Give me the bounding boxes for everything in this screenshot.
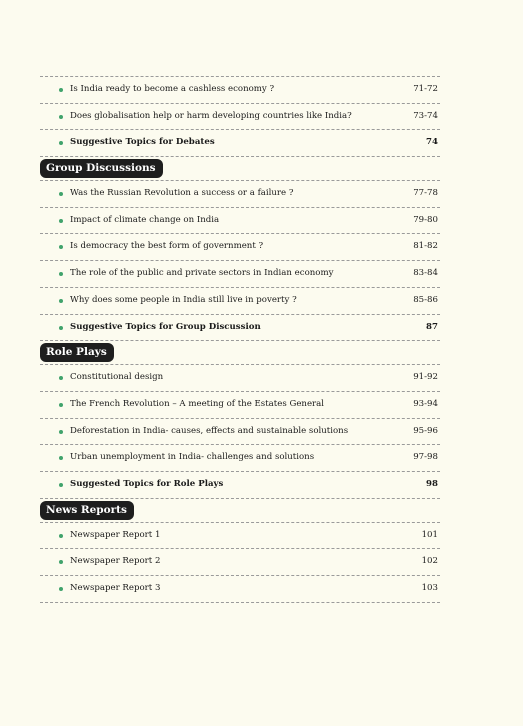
toc-entry [40,208,440,235]
toc-entry-pages: 101 [421,529,438,540]
toc-entry-pages: 103 [421,583,438,593]
toc-entry [40,234,440,261]
section-news-reports [40,499,440,522]
toc-entry [40,315,440,342]
toc-entry [40,261,440,288]
toc-entry-pages: 71-72 [413,84,438,94]
toc-entry [40,364,440,392]
toc-entry [40,549,440,576]
bullet-icon [59,272,63,276]
toc-entry-title: Constitutional design [70,372,164,383]
toc-entry-title: Deforestation in India- causes, effects and sustainable solutions [70,425,349,436]
toc-entry-pages: 102 [421,556,438,567]
toc-entry-title: Was the Russian Revolution a success or a failure ? [70,188,294,199]
section-heading-group-discussions: Group Discussions [40,159,163,178]
bullet-icon [59,430,63,434]
toc-entry [40,130,440,157]
toc-entry-pages: 93-94 [413,398,438,409]
section-role-plays [40,341,440,364]
toc-entry-title: Newspaper Report 1 [70,529,161,540]
section-heading-news-reports: News Reports [40,501,134,520]
toc-entry-pages: 87 [426,321,438,332]
debates-list [40,76,440,157]
bullet-icon [59,483,63,487]
toc-entry [40,180,440,208]
toc-entry-title: The role of the public and private sectors in Indian economy [70,268,334,279]
toc-entry-title: Newspaper Report 3 [70,583,161,593]
bullet-icon [59,115,63,119]
toc-entry [40,76,440,104]
bullet-icon [59,245,63,249]
bullet-icon [59,456,63,460]
bullet-icon [59,376,63,380]
toc-entry-title: Urban unemployment in India- challenges and solutions [70,452,315,463]
toc-entry-title: Is democracy the best form of government ? [70,241,264,252]
toc-entry-title: Newspaper Report 2 [70,556,161,567]
toc-entry-pages: 81-82 [413,241,438,252]
toc-entry-pages: 74 [426,137,438,148]
role-plays-list [40,364,440,498]
toc-entry-title: The French Revolution – A meeting of the Estates General [70,398,325,409]
bullet-icon [59,560,63,564]
bullet-icon [59,587,63,591]
bullet-icon [59,299,63,303]
bullet-icon [59,534,63,538]
bullet-icon [59,326,63,330]
toc-entry [40,392,440,419]
toc-entry-pages: 97-98 [413,452,438,463]
toc-entry-title: Is India ready to become a cashless economy ? [70,84,275,94]
toc-entry-pages: 95-96 [413,425,438,436]
bullet-icon [59,403,63,407]
toc-entry-pages: 79-80 [413,214,438,225]
news-reports-list [40,522,440,603]
group-discussions-list [40,180,440,341]
toc-entry [40,419,440,446]
bullet-icon [59,88,63,92]
toc-entry-pages: 83-84 [413,268,438,279]
toc-entry-pages: 77-78 [413,188,438,199]
section-heading-role-plays: Role Plays [40,343,114,362]
bullet-icon [59,219,63,223]
table-of-contents [40,76,440,603]
toc-entry [40,288,440,315]
toc-entry [40,576,440,603]
section-group-discussions [40,157,440,180]
toc-entry-pages: 85-86 [413,294,438,305]
toc-entry [40,445,440,472]
toc-entry-pages: 91-92 [413,372,438,383]
bullet-icon [59,141,63,145]
toc-entry [40,522,440,550]
toc-entry-title: Suggestive Topics for Group Discussion [70,321,261,332]
toc-entry-title: Does globalisation help or harm developing countries like India? [70,110,352,121]
toc-entry-title: Why does some people in India still live in poverty ? [70,294,297,305]
toc-entry-pages: 73-74 [413,110,438,121]
toc-entry [40,472,440,499]
toc-entry-title: Suggestive Topics for Debates [70,137,215,148]
toc-entry [40,104,440,131]
bullet-icon [59,192,63,196]
toc-entry-title: Suggested Topics for Role Plays [70,478,224,489]
toc-entry-title: Impact of climate change on India [70,214,220,225]
toc-entry-pages: 98 [426,478,438,489]
